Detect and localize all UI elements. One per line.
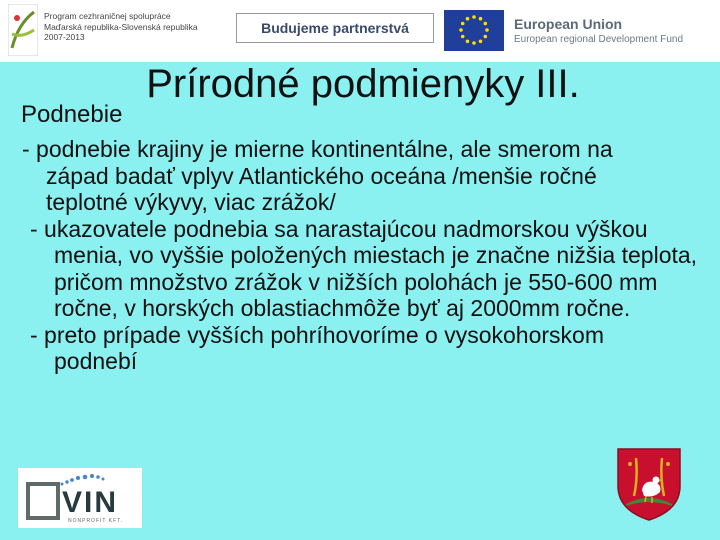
- vin-logo: [18, 468, 142, 528]
- vin-frame-icon: [26, 482, 60, 520]
- vin-logo-text: VIN: [62, 486, 119, 519]
- program-logo-line2: Maďarská republika-Slovenská republika: [44, 21, 198, 32]
- eu-subtitle: European regional Development Fund: [514, 34, 683, 45]
- program-logo-line1: Program cezhraničnej spolupráce: [44, 11, 171, 21]
- section-label: Podnebie: [21, 101, 123, 128]
- slide-body: [0, 136, 720, 375]
- program-logo: [8, 4, 226, 56]
- paragraph-3: - preto prípade vyšších pohríhovoríme o vysokohorskom podnebí: [30, 321, 604, 374]
- paragraph-2: - ukazovatele podnebia sa narastajúcou nadmorskou výškou menia, vo vyššie položených miestach je značne nižšia teplota, pričom množstvo zrážok v nižších polohách je 550-600 mm ročne, v horských oblastiachmôže byť aj 2000mm ročne.: [30, 215, 698, 321]
- header-bar: [0, 0, 720, 62]
- slide-title-text: Prírodné podmienyky III.: [146, 62, 580, 106]
- coat-of-arms-icon: [614, 446, 684, 522]
- eu-flag-icon: [444, 10, 504, 51]
- program-logo-text: [44, 11, 198, 43]
- eu-title: European Union: [514, 16, 623, 32]
- paragraph-1: - podnebie krajiny je mierne kontinentálne, ale smerom na západ badať vplyv Atlantického oceána /menšie ročné teplotné výkyvy, viac zrážok/: [22, 136, 613, 215]
- program-mark-icon: [8, 4, 38, 56]
- vin-logo-subtitle: NONPROFIT KFT.: [68, 518, 124, 524]
- program-logo-line3: 2007-2013: [44, 32, 85, 42]
- partnership-logo-text: Budujeme partnerstvá: [261, 20, 409, 36]
- partnership-logo: [236, 13, 434, 43]
